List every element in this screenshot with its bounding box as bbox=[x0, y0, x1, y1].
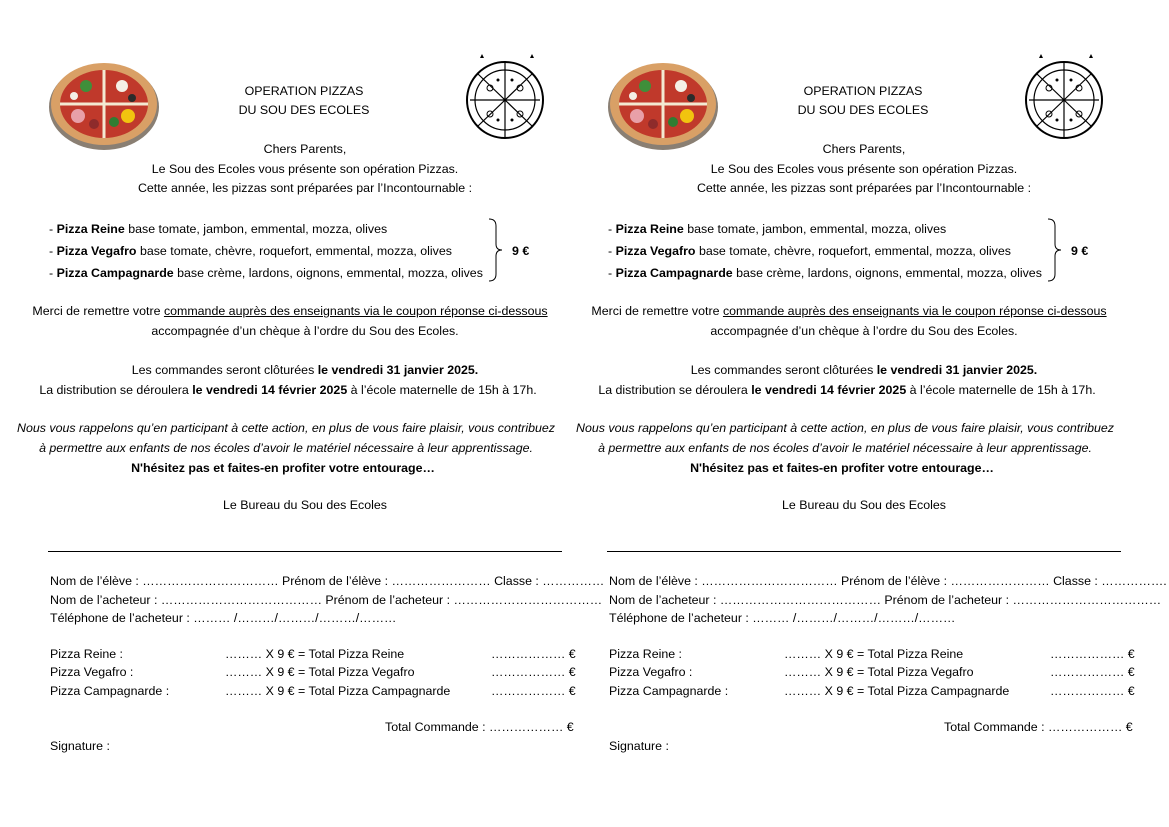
order-row-calc[interactable]: ……… X 9 € = Total Pizza Reine bbox=[225, 647, 405, 661]
order-row-label: Pizza Campagnarde : bbox=[609, 684, 729, 698]
order-instruction-line-1 bbox=[559, 304, 1139, 318]
pizza-desc: base crème, lardons, oignons, emmental, mozza, olives bbox=[736, 266, 1042, 280]
order-row-calc[interactable]: ……… X 9 € = Total Pizza Campagnarde bbox=[225, 684, 451, 698]
close-date: le vendredi 31 janvier 2025. bbox=[876, 363, 1038, 377]
buyer-phone-field[interactable]: Téléphone de l’acheteur : ……… /………/………/………/……… bbox=[609, 611, 956, 625]
order-prefix: Merci de remettre votre bbox=[591, 304, 720, 318]
pizza-cartoon-icon bbox=[460, 52, 550, 148]
student-name-field[interactable]: Nom de l’élève : …………………………… Prénom de l’élève : …………………… Classe : …………… bbox=[50, 574, 605, 588]
order-row-amount[interactable]: ……………… € bbox=[1050, 684, 1135, 698]
order-row-label: Pizza Vegafro : bbox=[609, 665, 693, 679]
dist-prefix: La distribution se déroulera bbox=[598, 383, 748, 397]
order-row-amount[interactable]: ……………… € bbox=[1050, 665, 1135, 679]
pizza-name: Pizza Campagnarde bbox=[56, 266, 174, 280]
intro-line-2: Cette année, les pizzas sont préparées par l’Incontournable : bbox=[696, 181, 1032, 195]
buyer-name-field[interactable]: Nom de l’acheteur : ………………………………… Prénom de l’acheteur : ……………………………… bbox=[50, 593, 603, 607]
share-line: N'hésitez pas et faites-en profiter votre entourage… bbox=[131, 461, 435, 475]
curly-brace-icon bbox=[488, 218, 504, 282]
dash: - bbox=[49, 244, 54, 258]
dash: - bbox=[608, 244, 613, 258]
curly-brace-icon bbox=[1047, 218, 1063, 282]
greeting: Chers Parents, bbox=[263, 142, 347, 156]
pizza-item bbox=[49, 266, 483, 280]
order-row-amount[interactable]: ……………… € bbox=[491, 647, 576, 661]
pizza-item bbox=[49, 222, 387, 236]
pizza-cartoon-icon bbox=[1019, 52, 1109, 148]
order-row-label: Pizza Vegafro : bbox=[50, 665, 134, 679]
pizza-desc: base crème, lardons, oignons, emmental, mozza, olives bbox=[177, 266, 483, 280]
title-line-2: DU SOU DES ECOLES bbox=[797, 103, 929, 117]
buyer-phone-field[interactable]: Téléphone de l’acheteur : ……… /………/………/………/……… bbox=[50, 611, 397, 625]
pizza-desc: base tomate, chèvre, roquefort, emmental, mozza, olives bbox=[698, 244, 1011, 258]
pizza-photo-image bbox=[607, 58, 719, 152]
reminder-line-1: Nous vous rappelons qu’en participant à cette action, en plus de vous faire plaisir, vous contribuez bbox=[576, 421, 1114, 435]
title-line-2: DU SOU DES ECOLES bbox=[238, 103, 370, 117]
pizza-desc: base tomate, jambon, emmental, mozza, olives bbox=[687, 222, 947, 236]
student-name-field[interactable]: Nom de l’élève : …………………………… Prénom de l’élève : …………………… Classe : ……………. bbox=[609, 574, 1167, 588]
pizza-item bbox=[608, 244, 1011, 258]
order-row-calc[interactable]: ……… X 9 € = Total Pizza Campagnarde bbox=[784, 684, 1010, 698]
pizza-desc: base tomate, jambon, emmental, mozza, olives bbox=[128, 222, 388, 236]
dash: - bbox=[49, 222, 54, 236]
total-order-field[interactable]: Total Commande : ……………… € bbox=[944, 720, 1133, 734]
order-row-label: Pizza Reine : bbox=[609, 647, 683, 661]
intro-line-1: Le Sou des Ecoles vous présente son opération Pizzas. bbox=[710, 162, 1018, 176]
dist-suffix: à l’école maternelle de 15h à 17h. bbox=[909, 383, 1096, 397]
order-row-calc[interactable]: ……… X 9 € = Total Pizza Reine bbox=[784, 647, 964, 661]
flyer-right bbox=[559, 0, 1167, 827]
reminder-line-2: à permettre aux enfants de nos écoles d’avoir le matériel nécessaire à leur apprentissage. bbox=[39, 441, 533, 455]
dash: - bbox=[608, 266, 613, 280]
reminder-line-2: à permettre aux enfants de nos écoles d’avoir le matériel nécessaire à leur apprentissage. bbox=[598, 441, 1092, 455]
order-row-calc[interactable]: ……… X 9 € = Total Pizza Vegafro bbox=[225, 665, 415, 679]
order-link-text: commande auprès des enseignants via le coupon réponse ci-dessous bbox=[722, 304, 1107, 318]
pizza-name: Pizza Campagnarde bbox=[615, 266, 733, 280]
order-instruction-line-2: accompagnée d’un chèque à l’ordre du Sou des Ecoles. bbox=[151, 324, 459, 338]
pizza-desc: base tomate, chèvre, roquefort, emmental, mozza, olives bbox=[139, 244, 452, 258]
buyer-name-field[interactable]: Nom de l’acheteur : ………………………………… Prénom de l’acheteur : ……………………………… bbox=[609, 593, 1162, 607]
order-instruction-line-2: accompagnée d’un chèque à l’ordre du Sou des Ecoles. bbox=[710, 324, 1018, 338]
signature-field[interactable]: Signature : bbox=[609, 739, 669, 753]
order-row-amount[interactable]: ……………… € bbox=[491, 684, 576, 698]
dist-prefix: La distribution se déroulera bbox=[39, 383, 189, 397]
reminder-line-1: Nous vous rappelons qu’en participant à cette action, en plus de vous faire plaisir, vous contribuez bbox=[17, 421, 555, 435]
signature-field[interactable]: Signature : bbox=[50, 739, 110, 753]
dash: - bbox=[608, 222, 613, 236]
pizza-name: Pizza Reine bbox=[56, 222, 125, 236]
price-label: 9 € bbox=[512, 244, 530, 258]
signoff: Le Bureau du Sou des Ecoles bbox=[782, 498, 946, 512]
closing-date-line bbox=[48, 363, 562, 377]
share-line: N'hésitez pas et faites-en profiter votre entourage… bbox=[690, 461, 994, 475]
title-line-1: OPERATION PIZZAS bbox=[803, 84, 923, 98]
dash: - bbox=[49, 266, 54, 280]
signoff: Le Bureau du Sou des Ecoles bbox=[223, 498, 387, 512]
dist-suffix: à l’école maternelle de 15h à 17h. bbox=[350, 383, 537, 397]
pizza-item bbox=[608, 222, 946, 236]
closing-date-line bbox=[607, 363, 1121, 377]
order-instruction-line-1 bbox=[0, 304, 580, 318]
cut-line-divider bbox=[48, 551, 562, 552]
pizza-name: Pizza Vegafro bbox=[615, 244, 696, 258]
pizza-item bbox=[49, 244, 452, 258]
pizza-name: Pizza Reine bbox=[615, 222, 684, 236]
title-line-1: OPERATION PIZZAS bbox=[244, 84, 364, 98]
price-label: 9 € bbox=[1071, 244, 1089, 258]
order-link-text: commande auprès des enseignants via le coupon réponse ci-dessous bbox=[163, 304, 548, 318]
order-prefix: Merci de remettre votre bbox=[32, 304, 161, 318]
intro-line-2: Cette année, les pizzas sont préparées par l’Incontournable : bbox=[137, 181, 473, 195]
total-order-field[interactable]: Total Commande : ……………… € bbox=[385, 720, 574, 734]
order-row-label: Pizza Campagnarde : bbox=[50, 684, 170, 698]
order-row-label: Pizza Reine : bbox=[50, 647, 124, 661]
order-row-amount[interactable]: ……………… € bbox=[491, 665, 576, 679]
greeting: Chers Parents, bbox=[822, 142, 906, 156]
close-date: le vendredi 31 janvier 2025. bbox=[317, 363, 479, 377]
dist-date: le vendredi 14 février 2025 bbox=[751, 383, 907, 397]
pizza-item bbox=[608, 266, 1042, 280]
pizza-photo-image bbox=[48, 58, 160, 152]
dist-date: le vendredi 14 février 2025 bbox=[192, 383, 348, 397]
distribution-line bbox=[567, 383, 1127, 397]
order-row-calc[interactable]: ……… X 9 € = Total Pizza Vegafro bbox=[784, 665, 974, 679]
close-prefix: Les commandes seront clôturées bbox=[131, 363, 315, 377]
pizza-name: Pizza Vegafro bbox=[56, 244, 137, 258]
distribution-line bbox=[8, 383, 568, 397]
close-prefix: Les commandes seront clôturées bbox=[690, 363, 874, 377]
order-row-amount[interactable]: ……………… € bbox=[1050, 647, 1135, 661]
cut-line-divider bbox=[607, 551, 1121, 552]
intro-line-1: Le Sou des Ecoles vous présente son opération Pizzas. bbox=[151, 162, 459, 176]
